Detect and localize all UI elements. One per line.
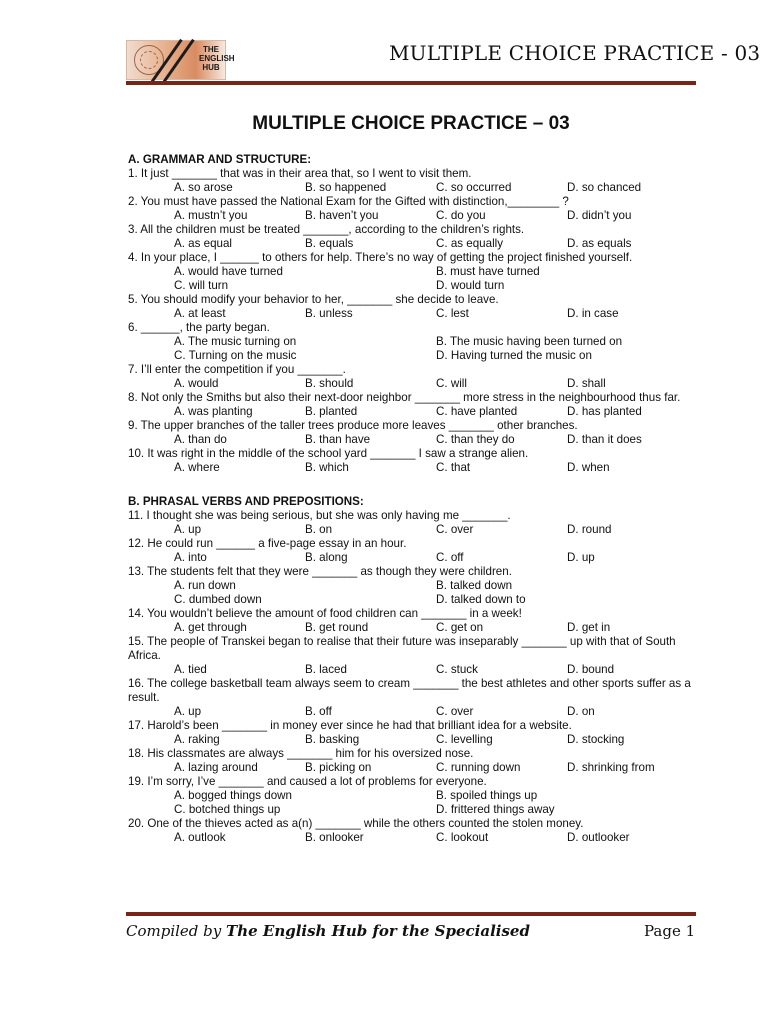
answer-option: A. tied xyxy=(174,663,207,676)
answer-option: B. laced xyxy=(305,663,347,676)
logo-line: HUB xyxy=(202,63,220,72)
question-text: 2. You must have passed the National Exam for the Gifted with distinction,________ ? xyxy=(128,195,569,208)
answer-option: C. will turn xyxy=(174,279,229,292)
options-row xyxy=(128,405,698,419)
answer-option: D. stocking xyxy=(567,733,625,746)
options-row xyxy=(128,803,698,817)
logo-line: THE xyxy=(203,45,219,54)
options-row xyxy=(128,265,698,279)
question-text: 19. I’m sorry, I’ve _______ and caused a lot of problems for everyone. xyxy=(128,775,487,788)
options-row xyxy=(128,335,698,349)
question-text: 12. He could run ______ a five-page essay in an hour. xyxy=(128,537,407,550)
answer-option: B. unless xyxy=(305,307,353,320)
answer-option: A. was planting xyxy=(174,405,253,418)
answer-option: C. lest xyxy=(436,307,469,320)
answer-option: A. get through xyxy=(174,621,247,634)
question-text: 7. I’ll enter the competition if you _______. xyxy=(128,363,346,376)
answer-option: D. shrinking from xyxy=(567,761,655,774)
answer-option: D. round xyxy=(567,523,612,536)
answer-option: A. would xyxy=(174,377,219,390)
question-text: 16. The college basketball team always seem to cream _______ the best athletes and other sports suffer as a result. xyxy=(128,677,691,704)
options-row xyxy=(128,523,698,537)
answer-option: C. over xyxy=(436,705,474,718)
footer-org-name: The English Hub for the Specialised xyxy=(226,922,530,940)
options-row xyxy=(128,551,698,565)
answer-option: B. The music having been turned on xyxy=(436,335,623,348)
question-text: 10. It was right in the middle of the school yard _______ I saw a strange alien. xyxy=(128,447,529,460)
options-row xyxy=(128,237,698,251)
answer-option: A. than do xyxy=(174,433,227,446)
answer-option: B. picking on xyxy=(305,761,372,774)
answer-option: B. basking xyxy=(305,733,360,746)
answer-option: B. on xyxy=(305,523,333,536)
options-row xyxy=(128,733,698,747)
answer-option: A. outlook xyxy=(174,831,226,844)
page-title: MULTIPLE CHOICE PRACTICE – 03 xyxy=(252,113,570,134)
options-row xyxy=(128,761,698,775)
footer-compiled-label: Compiled by xyxy=(126,922,222,940)
options-row xyxy=(128,349,698,363)
answer-option: D. up xyxy=(567,551,595,564)
answer-option: D. bound xyxy=(567,663,615,676)
options-row xyxy=(128,307,698,321)
question-text: 6. ______, the party began. xyxy=(128,321,270,334)
answer-option: D. frittered things away xyxy=(436,803,555,816)
page-header xyxy=(126,38,761,82)
answer-option: C. have planted xyxy=(436,405,518,418)
answer-option: C. stuck xyxy=(436,663,478,676)
answer-option: D. didn’t you xyxy=(567,209,632,222)
options-row xyxy=(128,461,698,475)
footer-rule xyxy=(126,912,696,916)
answer-option: D. would turn xyxy=(436,279,505,292)
answer-option: B. spoiled things up xyxy=(436,789,538,802)
options-row xyxy=(128,433,698,447)
answer-option: A. mustn’t you xyxy=(174,209,248,222)
question-text: 17. Harold’s been _______ in money ever since he had that brilliant idea for a website. xyxy=(128,719,572,732)
question-text: 4. In your place, I ______ to others for help. There’s no way of getting the project finished yourself. xyxy=(128,251,633,264)
answer-option: A. bogged things down xyxy=(174,789,292,802)
compass-inner-icon xyxy=(140,51,158,69)
question-text: 11. I thought she was being serious, but she was only having me _______. xyxy=(128,509,511,522)
answer-option: D. talked down to xyxy=(436,593,526,606)
page-number: Page 1 xyxy=(644,922,696,940)
options-row xyxy=(128,279,698,293)
answer-option: C. do you xyxy=(436,209,486,222)
answer-option: D. when xyxy=(567,461,610,474)
answer-option: B. so happened xyxy=(305,181,387,194)
answer-option: B. planted xyxy=(305,405,358,418)
answer-option: B. equals xyxy=(305,237,354,250)
question-text: 3. All the children must be treated _______, according to the children’s rights. xyxy=(128,223,525,236)
options-row xyxy=(128,377,698,391)
answer-option: A. raking xyxy=(174,733,220,746)
answer-option: D. outlooker xyxy=(567,831,630,844)
answer-option: A. so arose xyxy=(174,181,233,194)
answer-option: B. get round xyxy=(305,621,369,634)
answer-option: C. botched things up xyxy=(174,803,281,816)
answer-option: D. in case xyxy=(567,307,619,320)
answer-option: C. off xyxy=(436,551,464,564)
question-text: 5. You should modify your behavior to her, _______ she decide to leave. xyxy=(128,293,499,306)
answer-option: D. shall xyxy=(567,377,606,390)
section-heading: B. PHRASAL VERBS AND PREPOSITIONS: xyxy=(128,495,364,508)
answer-option: B. than have xyxy=(305,433,371,446)
question-list xyxy=(128,153,698,845)
answer-option: D. on xyxy=(567,705,595,718)
answer-option: C. so occurred xyxy=(436,181,512,194)
options-row xyxy=(128,663,698,677)
answer-option: D. get in xyxy=(567,621,611,634)
header-rule xyxy=(126,81,696,85)
answer-option: B. off xyxy=(305,705,332,718)
english-hub-logo xyxy=(126,40,235,80)
answer-option: A. up xyxy=(174,523,202,536)
options-row xyxy=(128,621,698,635)
options-row xyxy=(128,789,698,803)
answer-option: D. has planted xyxy=(567,405,642,418)
answer-option: C. get on xyxy=(436,621,484,634)
answer-option: B. which xyxy=(305,461,349,474)
answer-option: C. that xyxy=(436,461,471,474)
answer-option: A. where xyxy=(174,461,220,474)
options-row xyxy=(128,181,698,195)
answer-option: A. would have turned xyxy=(174,265,283,278)
answer-option: C. Turning on the music xyxy=(174,349,297,362)
question-text: 1. It just _______ that was in their area that, so I went to visit them. xyxy=(128,167,472,180)
options-row xyxy=(128,209,698,223)
section-gap xyxy=(128,475,698,495)
answer-option: C. as equally xyxy=(436,237,504,250)
options-row xyxy=(128,579,698,593)
answer-option: C. over xyxy=(436,523,474,536)
options-row xyxy=(128,593,698,607)
answer-option: C. running down xyxy=(436,761,521,774)
answer-option: A. lazing around xyxy=(174,761,258,774)
answer-option: C. dumbed down xyxy=(174,593,262,606)
answer-option: A. run down xyxy=(174,579,236,592)
answer-option: A. up xyxy=(174,705,202,718)
question-text: 18. His classmates are always _______ him for his oversized nose. xyxy=(128,747,474,760)
answer-option: C. will xyxy=(436,377,467,390)
answer-option: C. lookout xyxy=(436,831,489,844)
answer-option: B. haven’t you xyxy=(305,209,379,222)
section-heading: A. GRAMMAR AND STRUCTURE: xyxy=(128,153,312,166)
footer-credit xyxy=(126,922,530,940)
answer-option: A. into xyxy=(174,551,207,564)
answer-option: B. along xyxy=(305,551,348,564)
logo-text xyxy=(199,45,235,72)
answer-option: A. as equal xyxy=(174,237,233,250)
answer-option: B. onlooker xyxy=(305,831,364,844)
answer-option: C. levelling xyxy=(436,733,493,746)
question-text: 15. The people of Transkei began to realise that their future was inseparably _______ up with that of South Africa. xyxy=(128,635,676,662)
options-row xyxy=(128,831,698,845)
answer-option: D. as equals xyxy=(567,237,632,250)
header-title: MULTIPLE CHOICE PRACTICE - 03 xyxy=(389,41,761,65)
answer-option: D. than it does xyxy=(567,433,642,446)
answer-option: B. talked down xyxy=(436,579,513,592)
question-text: 9. The upper branches of the taller trees produce more leaves _______ other branches. xyxy=(128,419,578,432)
answer-option: A. The music turning on xyxy=(174,335,297,348)
logo-line: ENGLISH xyxy=(199,54,235,63)
answer-option: B. should xyxy=(305,377,354,390)
answer-option: C. than they do xyxy=(436,433,515,446)
answer-option: A. at least xyxy=(174,307,226,320)
question-text: 8. Not only the Smiths but also their next-door neighbor _______ more stress in the neighbourhood thus far. xyxy=(128,391,681,404)
answer-option: D. so chanced xyxy=(567,181,642,194)
answer-option: B. must have turned xyxy=(436,265,540,278)
answer-option: D. Having turned the music on xyxy=(436,349,592,362)
question-text: 13. The students felt that they were _______ as though they were children. xyxy=(128,565,512,578)
question-text: 14. You wouldn’t believe the amount of food children can _______ in a week! xyxy=(128,607,522,620)
question-text: 20. One of the thieves acted as a(n) _______ while the others counted the stolen money. xyxy=(128,817,584,830)
options-row xyxy=(128,705,698,719)
